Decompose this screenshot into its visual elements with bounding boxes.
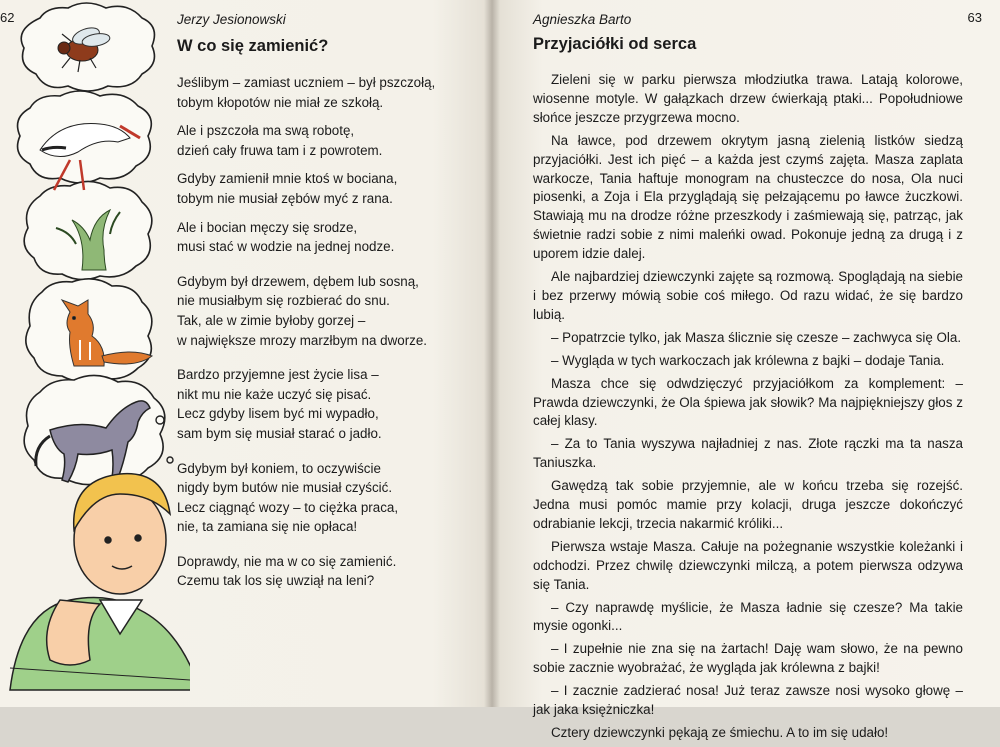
- poem-line: Tak, ale w zimie byłoby gorzej –: [177, 312, 366, 328]
- story-paragraph: – I zacznie zadzierać nosa! Już teraz zawsze nosi wysoko głowę – jak jaka księżniczka!: [533, 683, 963, 718]
- page-number-right: 63: [967, 10, 982, 25]
- poem-line: nigdy bym butów nie musiał czyścić.: [177, 480, 393, 496]
- poem-stanza: [177, 169, 477, 208]
- story-paragraph: Zieleni się w parku pierwsza młodziutka trawa. Latają kolorowe, wiosenne motyle. W gałązkach drzew ćwierkają ptaki... Popołudniowe słońce jeszcze przygrzewa mocno.: [533, 72, 963, 125]
- poem-author: Jerzy Jesionowski: [177, 12, 286, 27]
- thought-dot: [167, 457, 173, 463]
- poem-stanza: [177, 459, 477, 537]
- story-title: Przyjaciółki od serca: [533, 35, 697, 53]
- story-paragraph: – I zupełnie nie zna się na żartach! Daję wam słowo, że na pewno sobie zacznie wyobrażać, że wygląda jak królewna z bajki!: [533, 641, 963, 676]
- poem-line: tobym kłopotów nie miał ze szkołą.: [177, 94, 384, 110]
- poem-line: tobym nie musiał zębów myć z rana.: [177, 190, 393, 206]
- story-paragraph: Ale najbardziej dziewczynki zajęte są rozmową. Spoglądają na siebie i bez przerwy mówią sobie coś miłego. Od razu widać, że się bardzo lubią.: [533, 269, 963, 322]
- poem-title: W co się zamienić?: [177, 37, 329, 55]
- poem-line: Gdybym był drzewem, dębem lub sosną,: [177, 273, 419, 289]
- poem-line: Czemu tak los się uwziął na leni?: [177, 573, 375, 589]
- boy-drawing: [10, 474, 190, 690]
- story-paragraph: – Wygląda w tych warkoczach jak królewna z bajki – dodaje Tania.: [551, 352, 945, 368]
- poem-line: Doprawdy, nie ma w co się zamienić.: [177, 553, 397, 569]
- poem-line: Lecz ciągnąć wozy – to ciężka praca,: [177, 499, 399, 515]
- poem-line: Ale i pszczoła ma swą robotę,: [177, 123, 355, 139]
- story-text: [533, 71, 963, 747]
- poem-line: Gdyby zamienił mnie ktoś w bociana,: [177, 171, 398, 187]
- story-paragraph: – Popatrzcie tylko, jak Masza ślicznie się czesze – zachwyca się Ola.: [551, 329, 962, 345]
- story-paragraph: Masza chce się odwdzięczyć przyjaciółkom za komplement: – Prawda dziewczynki, że Ola śpiewa jak słowik? Ma najpiękniejszy głos z całej klasy.: [533, 375, 963, 429]
- story-paragraph: Pierwsza wstaje Masza. Całuje na pożegnanie wszystkie koleżanki i odchodzi. Przez chwilę dziewczynki milczą, a potem pierwsza odzywa się Tania.: [533, 538, 963, 592]
- story-paragraph: Na ławce, pod drzewem okrytym jasną zielenią listków siedzą przyjaciółki. Jest ich pięć – a każda jest czymś zajęta. Masza zaplata warkocze, Tania haftuje monogram na chusteczce do nosa, Ola nuci piosenki, a Zoja i Ela przyglądają się pełzającemu po ławce żuczkowi. Stawiają mu na drodze różne przeszkody i zaśmiewają się, patrząc, jak świetnie radzi sobie z nimi maleńki owad. Pokonuje jedną za drugą i z uporem idzie dalej.: [533, 132, 963, 262]
- poem-line: nie, ta zamiana się nie opłaca!: [177, 519, 358, 535]
- story-paragraph: – Za to Tania wyszywa najładniej z nas. Złote rączki ma ta nasza Taniuszka.: [533, 436, 963, 471]
- poem-stanza: [177, 365, 477, 443]
- poem-stanza: [177, 121, 477, 160]
- poem-stanza: [177, 218, 477, 257]
- page-number-left: 62: [0, 10, 15, 25]
- poem-line: sam bym się musiał starać o jadło.: [177, 425, 382, 441]
- poem-line: musi stać w wodzie na jednej nodze.: [177, 239, 395, 255]
- story-paragraph: Cztery dziewczynki pękają ze śmiechu. A to im się udało!: [551, 725, 889, 740]
- poem-line: Gdybym był koniem, to oczywiście: [177, 460, 381, 476]
- poem-illustrations: [0, 0, 190, 707]
- poem-line: Lecz gdyby lisem być mi wypadło,: [177, 406, 379, 422]
- book-gutter: [484, 0, 500, 707]
- poem-stanza: [177, 272, 477, 350]
- left-page: [0, 0, 492, 707]
- poem-line: Ale i bocian męczy się srodze,: [177, 219, 358, 235]
- poem-line: Bardzo przyjemne jest życie lisa –: [177, 367, 379, 383]
- poem-line: Jeślibym – zamiast uczniem – był pszczołą,: [177, 75, 436, 90]
- poem-text: [177, 73, 477, 600]
- story-paragraph: – Czy naprawdę myślicie, że Masza ładnie się czesze? Ma takie mysie ogonki...: [533, 599, 963, 634]
- poem-stanza: [177, 73, 477, 112]
- poem-line: w największe mrozy marzłbym na dworze.: [177, 332, 428, 348]
- poem-line: nie musiałbym się rozbierać do snu.: [177, 293, 390, 309]
- poem-line: dzień cały fruwa tam i z powrotem.: [177, 142, 383, 158]
- story-author: Agnieszka Barto: [533, 12, 632, 27]
- poem-stanza: [177, 552, 477, 591]
- poem-line: nikt mu nie każe uczyć się pisać.: [177, 386, 372, 402]
- story-paragraph: Gawędzą tak sobie przyjemnie, ale w końcu trzeba się rozejść. Jedna musi pomóc mamie przy kolacji, druga jeszcze dokończyć odrabianie lekcji, trzecia nakarmić króliki...: [533, 478, 963, 531]
